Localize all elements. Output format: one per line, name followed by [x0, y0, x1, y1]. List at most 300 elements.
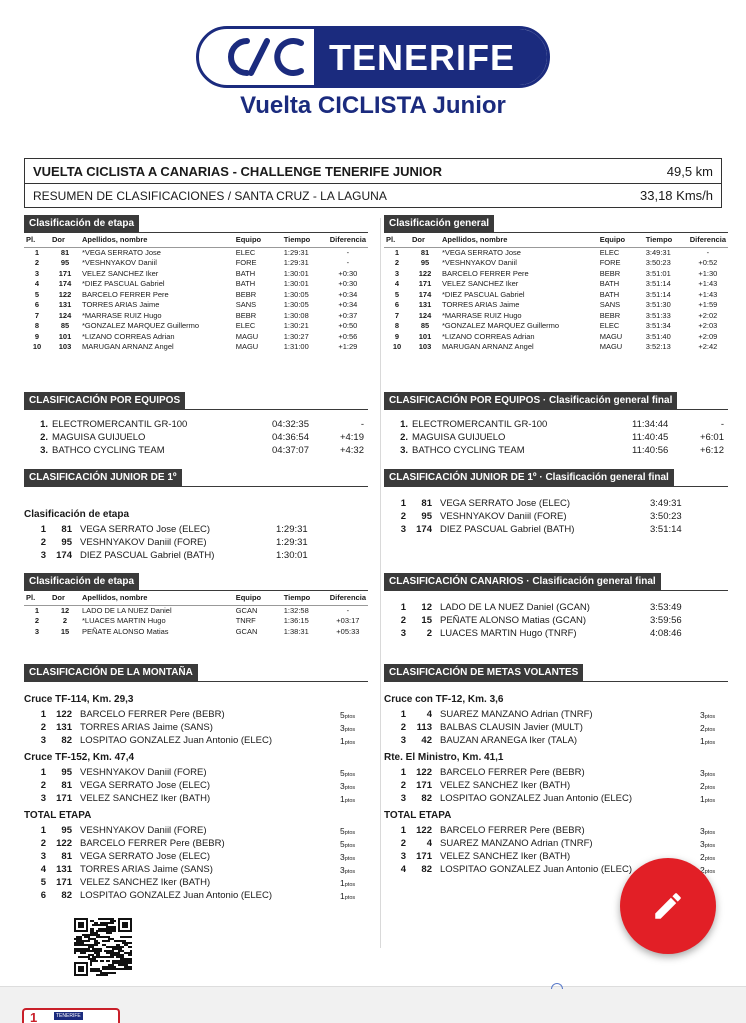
col-header: Apellidos, nombre	[80, 591, 234, 605]
table-cell: 2	[62, 616, 68, 626]
table-cell: *LIZANO CORREAS Adrian	[442, 331, 535, 341]
table-row	[384, 300, 728, 311]
table-cell: -	[346, 258, 350, 268]
table-cell: 1:30:08	[283, 310, 309, 320]
table-cell: 131	[418, 300, 432, 310]
points-value: 3	[700, 709, 705, 720]
points-unit: ptos	[344, 842, 356, 849]
rank-pos: 2	[40, 780, 46, 791]
qr-code-icon	[74, 918, 132, 976]
table-cell: 6	[394, 300, 400, 310]
section-title: CLASIFICACIÓN JUNIOR DE 1º	[24, 469, 182, 486]
table-cell: +1:29	[338, 342, 358, 352]
table-cell: 2	[394, 258, 400, 268]
col-header: Tiempo	[282, 591, 328, 605]
rank-name: DIEZ PASCUAL Gabriel (BATH)	[440, 524, 575, 535]
rank-name: BARCELO FERRER Pere (BEBR)	[80, 838, 225, 849]
table-row	[384, 258, 728, 269]
table-cell: *VEGA SERRATO Jose	[82, 248, 161, 257]
table-cell: 1:32:58	[283, 606, 309, 615]
table-header-row	[384, 233, 728, 247]
rank-dor: 82	[61, 735, 72, 746]
group-list	[384, 766, 728, 805]
points-unit: ptos	[344, 726, 356, 733]
group-title: TOTAL ETAPA	[24, 810, 92, 821]
edit-fab-button[interactable]	[620, 855, 716, 954]
rank-dor: 95	[61, 767, 72, 778]
table-cell: *DIEZ PASCUAL Gabriel	[82, 279, 165, 289]
table-cell: +2:03	[698, 321, 718, 331]
points-unit: ptos	[344, 784, 356, 791]
rank-pos: 1	[40, 767, 46, 778]
table-cell: 10	[392, 342, 402, 352]
stage-table	[24, 233, 368, 352]
table-cell: 9	[394, 331, 400, 341]
points-unit: ptos	[344, 713, 356, 720]
points-unit: ptos	[704, 868, 716, 875]
col-header: Apellidos, nombre	[440, 233, 598, 247]
rank-time: 3:49:31	[650, 498, 682, 509]
table-cell: +0:52	[698, 258, 718, 268]
rank-dor: 4	[426, 838, 432, 849]
col-header: Equipo	[234, 591, 282, 605]
table-cell: 3:51:01	[645, 268, 671, 278]
team-name: BATHCO CYCLING TEAM	[412, 445, 525, 456]
cycling-logo-icon	[217, 35, 312, 79]
points-value: 2	[700, 851, 705, 862]
table-cell: 3:51:34	[645, 321, 671, 331]
table-cell: 15	[60, 626, 70, 636]
section-title: CLASIFICACIÓN DE LA MONTAÑA	[24, 664, 198, 681]
table-cell: +1:59	[698, 300, 718, 310]
table-row	[24, 310, 368, 321]
table-cell: MARUGAN ARNANZ Angel	[442, 342, 534, 352]
table-cell: BEBR	[235, 289, 257, 299]
table-cell: 2	[34, 258, 40, 268]
table-cell: 3	[394, 268, 400, 278]
team-diff: -	[360, 419, 364, 430]
table-cell: 1:30:05	[283, 300, 309, 310]
rank-name: VELEZ SANCHEZ Iker (BATH)	[80, 877, 211, 888]
table-cell: MARUGAN ARNANZ Angel	[82, 342, 174, 352]
rank-dor: 171	[416, 851, 432, 862]
table-cell: 1:30:21	[283, 321, 309, 331]
table-cell: +0:34	[338, 289, 358, 299]
table-cell: 10	[32, 342, 42, 352]
table-cell: *LUACES MARTIN Hugo	[82, 616, 166, 626]
rank-dor: 171	[56, 877, 72, 888]
points-unit: ptos	[344, 894, 356, 901]
table-cell: PEÑATE ALONSO Matias	[82, 626, 169, 636]
points-unit: ptos	[704, 855, 716, 862]
table-cell: +0:34	[338, 300, 358, 310]
rank-pos: 3	[400, 735, 406, 746]
race-subtitle: RESUMEN DE CLASIFICACIONES / SANTA CRUZ - LA LAGUNA	[33, 188, 387, 203]
rank-pos: 1	[400, 709, 406, 720]
list-item	[384, 523, 728, 536]
rank-name: LOSPITAO GONZALEZ Juan Antonio (ELEC)	[440, 864, 633, 875]
table-cell: *LIZANO CORREAS Adrian	[82, 331, 175, 341]
rank-dor: 82	[421, 864, 432, 875]
rank-points	[700, 826, 728, 836]
table-row	[24, 321, 368, 332]
rank-dor: 2	[426, 628, 432, 639]
points-value: 1	[700, 735, 705, 746]
points-value: 3	[340, 722, 345, 733]
rank-pos: 2	[40, 722, 46, 733]
table-cell: 85	[420, 321, 430, 331]
list-item	[24, 779, 368, 792]
rank-name: BALBAS CLAUSIN Javier (MULT)	[440, 722, 583, 733]
table-cell: 1:36:15	[283, 616, 309, 626]
race-distance: 49,5 km	[666, 163, 713, 179]
rank-points	[700, 723, 728, 733]
table-cell: ELEC	[235, 248, 256, 257]
table-cell: 95	[60, 258, 70, 268]
section-title: CLASIFICACIÓN CANARIOS · Clasificación general final	[384, 573, 661, 590]
col-header: Tiempo	[644, 233, 688, 247]
table-cell: LADO DE LA NUEZ Daniel	[82, 606, 172, 615]
rank-pos: 3	[40, 550, 46, 561]
team-diff: +6:12	[699, 445, 724, 456]
table-cell: +2:02	[698, 310, 718, 320]
table-cell: BARCELO FERRER Pere	[442, 268, 529, 278]
group-title: TOTAL ETAPA	[384, 810, 452, 821]
table-cell: 122	[418, 268, 432, 278]
section-title: CLASIFICACIÓN JUNIOR DE 1º · Clasificación general final	[384, 469, 674, 486]
list-item	[384, 418, 728, 431]
rank-dor: 81	[61, 524, 72, 535]
table-cell: +0:30	[338, 268, 358, 278]
rank-name: VEGA SERRATO Jose (ELEC)	[80, 780, 211, 791]
table-row	[384, 331, 728, 342]
rank-pos: 1	[400, 825, 406, 836]
points-value: 3	[700, 838, 705, 849]
table-cell: 174	[418, 289, 432, 299]
rank-pos: 2	[40, 537, 46, 548]
rank-name: BARCELO FERRER Pere (BEBR)	[440, 825, 585, 836]
rank-points	[340, 781, 368, 791]
document-header	[24, 158, 722, 208]
list-item	[24, 734, 368, 747]
table-cell: -	[706, 248, 710, 257]
section-title: CLASIFICACIÓN POR EQUIPOS · Clasificación general final	[384, 392, 677, 409]
table-cell: 3:51:40	[645, 331, 671, 341]
race-title: VUELTA CICLISTA A CANARIAS - CHALLENGE TENERIFE JUNIOR	[33, 163, 443, 179]
team-n: 2.	[40, 432, 48, 443]
rank-name: VESHNYAKOV Daniil (FORE)	[80, 825, 207, 836]
points-value: 5	[340, 767, 345, 778]
rank-name: VELEZ SANCHEZ Iker (BATH)	[440, 780, 571, 791]
table-cell: SANS	[235, 300, 257, 310]
table-cell: -	[346, 248, 350, 257]
rank-dor: 171	[56, 793, 72, 804]
table-cell: 3:51:30	[645, 300, 671, 310]
list-item	[24, 708, 368, 721]
points-unit: ptos	[344, 739, 356, 746]
stage-classification	[24, 213, 368, 352]
junior-stage-section	[24, 467, 368, 562]
list-item	[24, 523, 368, 536]
points-value: 1	[340, 877, 345, 888]
rank-pos: 2	[400, 722, 406, 733]
team-time: 04:32:35	[272, 419, 309, 430]
points-value: 3	[700, 825, 705, 836]
points-unit: ptos	[704, 797, 716, 804]
section-title: Clasificación de etapa	[24, 573, 139, 590]
table-cell: *VESHNYAKOV Daniil	[442, 258, 517, 268]
canarios-stage-table	[24, 591, 368, 637]
group-list	[384, 708, 728, 747]
rank-points	[700, 736, 728, 746]
rank-points	[340, 878, 368, 888]
table-row	[24, 247, 368, 258]
table-cell: BATH	[599, 279, 620, 289]
table-cell: +1:43	[698, 289, 718, 299]
table-cell: GCAN	[235, 626, 258, 636]
group-title: Cruce TF-114, Km. 29,3	[24, 694, 134, 705]
table-row	[384, 321, 728, 332]
list-item	[384, 444, 728, 457]
table-cell: 4	[394, 279, 400, 289]
team-n: 3.	[400, 445, 408, 456]
table-cell: 81	[420, 248, 430, 257]
teams-general-section	[384, 390, 728, 457]
rank-name: VELEZ SANCHEZ Iker (BATH)	[80, 793, 211, 804]
table-cell: ELEC	[599, 321, 620, 331]
table-cell: +2:42	[698, 342, 718, 352]
footer-badge-label: TENERIFE	[56, 1013, 81, 1019]
rank-points	[340, 768, 368, 778]
team-time: 11:34:44	[632, 419, 669, 430]
rank-name: SUAREZ MANZANO Adrian (TNRF)	[440, 709, 593, 720]
list-item	[384, 431, 728, 444]
table-cell: *VEGA SERRATO Jose	[442, 248, 521, 257]
table-cell: BATH	[235, 268, 256, 278]
table-cell: 95	[420, 258, 430, 268]
table-cell: 3:52:13	[645, 342, 671, 352]
rank-dor: 113	[416, 722, 432, 733]
rank-time: 3:51:14	[650, 524, 682, 535]
section-title: Clasificación de etapa	[24, 215, 139, 232]
scroll-indicator-icon	[551, 983, 563, 989]
rank-dor: 12	[421, 602, 432, 613]
table-cell: 5	[34, 289, 40, 299]
rank-name: SUAREZ MANZANO Adrian (TNRF)	[440, 838, 593, 849]
rank-dor: 95	[421, 511, 432, 522]
table-cell: 3	[34, 626, 40, 636]
rank-time: 3:50:23	[650, 511, 682, 522]
rank-dor: 122	[416, 767, 432, 778]
table-cell: VELEZ SANCHEZ Iker	[442, 279, 519, 289]
points-unit: ptos	[704, 842, 716, 849]
points-value: 2	[700, 780, 705, 791]
logo-pill	[196, 26, 550, 88]
list-item	[24, 850, 368, 863]
list-item	[24, 549, 368, 562]
table-cell: 171	[418, 279, 432, 289]
rank-pos: 1	[40, 524, 46, 535]
rank-points	[700, 710, 728, 720]
list-item	[384, 766, 728, 779]
table-cell: -	[346, 606, 350, 615]
table-cell: 3:50:23	[645, 258, 671, 268]
table-cell: 6	[34, 300, 40, 310]
rank-dor: 82	[61, 890, 72, 901]
table-cell: BATH	[599, 289, 620, 299]
table-cell: *GONZALEZ MARQUEZ Guillermo	[82, 321, 200, 331]
list-item	[384, 734, 728, 747]
table-cell: 8	[394, 321, 400, 331]
table-cell: TORRES ARIAS Jaime	[82, 300, 160, 310]
points-unit: ptos	[344, 855, 356, 862]
rank-pos: 3	[40, 793, 46, 804]
rank-time: 1:29:31	[276, 524, 308, 535]
rank-points	[340, 891, 368, 901]
table-cell: SANS	[599, 300, 621, 310]
table-cell: 1:31:00	[283, 342, 309, 352]
rank-dor: 81	[61, 851, 72, 862]
rank-pos: 2	[400, 511, 406, 522]
logo-subtitle: Vuelta CICLISTA Junior	[240, 92, 506, 119]
table-row	[24, 268, 368, 279]
rank-time: 4:08:46	[650, 628, 682, 639]
rank-points	[340, 723, 368, 733]
list-item	[24, 792, 368, 805]
table-header-row	[24, 233, 368, 247]
logo-word: TENERIFE	[329, 37, 516, 78]
rank-time: 1:29:31	[276, 537, 308, 548]
table-row	[24, 258, 368, 269]
rank-name: BARCELO FERRER Pere (BEBR)	[80, 709, 225, 720]
rank-name: VESHNYAKOV Daniil (FORE)	[80, 537, 207, 548]
table-row	[384, 342, 728, 353]
table-cell: BATH	[235, 279, 256, 289]
points-unit: ptos	[704, 713, 716, 720]
rank-name: TORRES ARIAS Jaime (SANS)	[80, 722, 213, 733]
points-unit: ptos	[704, 829, 716, 836]
table-cell: +1:43	[698, 279, 718, 289]
table-cell: 1:30:27	[283, 331, 309, 341]
table-cell: ELEC	[235, 321, 256, 331]
list-item	[24, 766, 368, 779]
points-value: 5	[340, 838, 345, 849]
points-value: 1	[700, 793, 705, 804]
table-cell: BEBR	[599, 310, 621, 320]
team-n: 3.	[40, 445, 48, 456]
rank-dor: 122	[416, 825, 432, 836]
rank-dor: 131	[56, 722, 72, 733]
rank-pos: 5	[40, 877, 46, 888]
table-cell: *VESHNYAKOV Daniil	[82, 258, 157, 268]
rank-pos: 3	[400, 628, 406, 639]
list-item	[24, 721, 368, 734]
table-row	[384, 289, 728, 300]
table-cell: *MARRASE RUIZ Hugo	[82, 310, 162, 320]
metas-section	[384, 662, 728, 876]
general-table	[384, 233, 728, 352]
table-row	[384, 279, 728, 290]
montana-section	[24, 662, 368, 902]
rank-pos: 1	[400, 767, 406, 778]
list-item	[384, 824, 728, 837]
rank-dor: 122	[56, 709, 72, 720]
table-row	[24, 300, 368, 311]
team-n: 2.	[400, 432, 408, 443]
team-diff: +6:01	[699, 432, 724, 443]
table-cell: +0:37	[338, 310, 358, 320]
rank-points	[340, 826, 368, 836]
table-cell: 124	[418, 310, 432, 320]
table-cell: 3	[34, 268, 40, 278]
table-cell: 5	[394, 289, 400, 299]
rank-dor: 42	[421, 735, 432, 746]
rank-dor: 4	[426, 709, 432, 720]
team-n: 1.	[400, 419, 408, 430]
table-cell: +1:30	[698, 268, 718, 278]
col-header: Diferencia	[328, 591, 368, 605]
col-header: Pl.	[24, 233, 50, 247]
col-header: Pl.	[24, 591, 50, 605]
group-title: Cruce TF-152, Km. 47,4	[24, 752, 135, 763]
rank-dor: 174	[56, 550, 72, 561]
table-cell: 8	[34, 321, 40, 331]
rank-name: PEÑATE ALONSO Matias (GCAN)	[440, 615, 587, 626]
table-header-row	[24, 591, 368, 605]
list-item	[384, 627, 728, 640]
rank-pos: 2	[400, 615, 406, 626]
rank-dor: 15	[421, 615, 432, 626]
rank-pos: 3	[400, 793, 406, 804]
rank-points	[340, 865, 368, 875]
table-cell: 1:30:01	[283, 268, 309, 278]
table-cell: 1:29:31	[283, 248, 309, 257]
table-row	[24, 289, 368, 300]
table-row	[384, 268, 728, 279]
table-cell: GCAN	[235, 606, 258, 615]
rank-points	[340, 852, 368, 862]
rank-name: LOSPITAO GONZALEZ Juan Antonio (ELEC)	[80, 890, 273, 901]
group-list	[24, 766, 368, 805]
table-cell: 7	[34, 310, 40, 320]
rank-pos: 1	[400, 602, 406, 613]
team-name: ELECTROMERCANTIL GR-100	[52, 419, 188, 430]
list-item	[24, 536, 368, 549]
points-value: 2	[700, 722, 705, 733]
table-cell: MAGU	[599, 342, 623, 352]
table-cell: *MARRASE RUIZ Hugo	[442, 310, 522, 320]
points-unit: ptos	[344, 797, 356, 804]
team-n: 1.	[40, 419, 48, 430]
rank-time: 1:30:01	[276, 550, 308, 561]
table-cell: +03:17	[336, 616, 360, 626]
table-cell: 103	[418, 342, 432, 352]
rank-name: LADO DE LA NUEZ Daniel (GCAN)	[440, 602, 590, 613]
table-cell: BEBR	[235, 310, 257, 320]
table-cell: 3:51:33	[645, 310, 671, 320]
rank-points	[340, 710, 368, 720]
footer-thumbnail[interactable]	[22, 1008, 120, 1023]
rank-pos: 1	[400, 498, 406, 509]
list-item	[384, 497, 728, 510]
points-value: 3	[340, 780, 345, 791]
rank-dor: 82	[421, 793, 432, 804]
table-cell: FORE	[599, 258, 621, 268]
list-item	[384, 837, 728, 850]
rank-dor: 174	[416, 524, 432, 535]
rank-dor: 81	[421, 498, 432, 509]
table-cell: +0:56	[338, 331, 358, 341]
